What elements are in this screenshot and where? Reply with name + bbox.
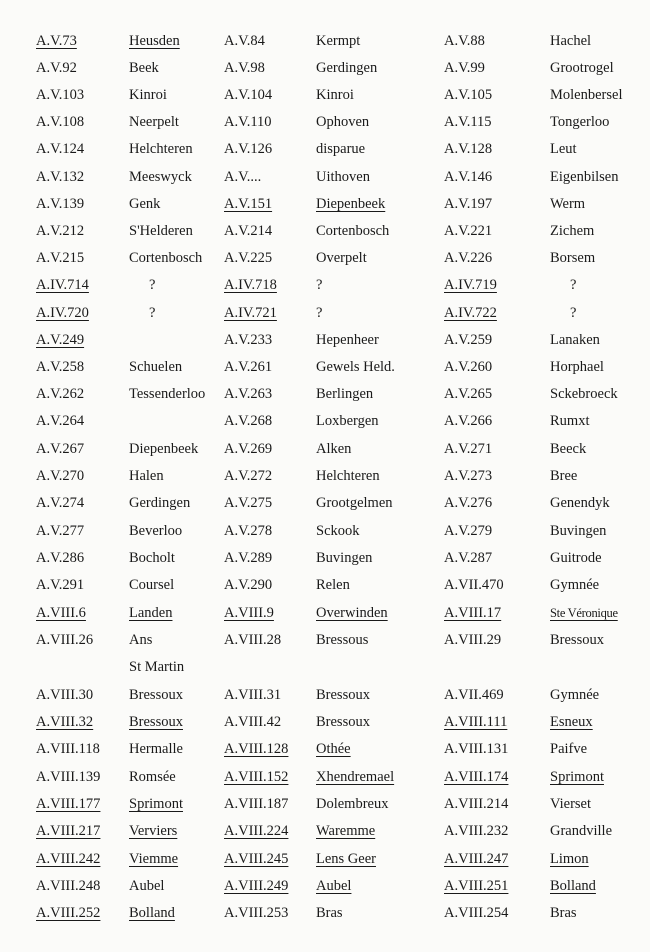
place-name: Gerdingen bbox=[316, 60, 378, 76]
table-row bbox=[0, 274, 650, 296]
reference-code: A.VIII.6 bbox=[36, 605, 86, 621]
place-name: Aubel bbox=[129, 878, 165, 894]
reference-code: A.V.139 bbox=[36, 196, 85, 212]
reference-code: A.IV.720 bbox=[36, 305, 89, 321]
reference-code: A.VIII.111 bbox=[444, 714, 508, 730]
place-name: Bras bbox=[550, 905, 577, 921]
place-name: Helchteren bbox=[316, 468, 380, 484]
reference-code: A.V.265 bbox=[444, 386, 493, 402]
place-name: Ans bbox=[129, 632, 153, 648]
reference-code: A.VIII.31 bbox=[224, 687, 282, 703]
reference-code: A.VIII.224 bbox=[224, 823, 289, 839]
reference-code: A.V.92 bbox=[36, 60, 77, 76]
place-name: Kinroi bbox=[129, 87, 167, 103]
place-name: Alken bbox=[316, 441, 352, 457]
place-name: Gymnée bbox=[550, 577, 600, 593]
reference-code: A.V.103 bbox=[36, 87, 85, 103]
reference-code: A.VIII.29 bbox=[444, 632, 502, 648]
place-name: Bree bbox=[550, 468, 578, 484]
table-row bbox=[0, 247, 650, 269]
place-name: ? bbox=[316, 277, 323, 293]
reference-code: A.VIII.9 bbox=[224, 605, 274, 621]
place-name: Schuelen bbox=[129, 359, 183, 375]
reference-code: A.VIII.30 bbox=[36, 687, 94, 703]
place-name: Othée bbox=[316, 741, 351, 757]
table-row bbox=[0, 602, 650, 624]
reference-code: A.V.279 bbox=[444, 523, 493, 539]
place-name: Genk bbox=[129, 196, 161, 212]
reference-code: A.VIII.17 bbox=[444, 605, 502, 621]
place-name: Leut bbox=[550, 141, 577, 157]
reference-code: A.V.277 bbox=[36, 523, 85, 539]
reference-code: A.V.262 bbox=[36, 386, 85, 402]
place-name: Overwinden bbox=[316, 605, 388, 621]
reference-code: A.VIII.177 bbox=[36, 796, 101, 812]
reference-code: A.V.273 bbox=[444, 468, 493, 484]
reference-code: A.V.215 bbox=[36, 250, 85, 266]
reference-code: A.VIII.128 bbox=[224, 741, 289, 757]
reference-code: A.V.197 bbox=[444, 196, 493, 212]
place-name: Tongerloo bbox=[550, 114, 610, 130]
reference-code: A.V.124 bbox=[36, 141, 85, 157]
table-row bbox=[0, 111, 650, 133]
reference-code: A.IV.719 bbox=[444, 277, 497, 293]
reference-code: A.IV.714 bbox=[36, 277, 89, 293]
place-name: Verviers bbox=[129, 823, 178, 839]
place-name: Bolland bbox=[550, 878, 596, 894]
place-name: Diepenbeek bbox=[316, 196, 386, 212]
table-row bbox=[0, 138, 650, 160]
reference-code: A.V.98 bbox=[224, 60, 265, 76]
reference-code: A.V.286 bbox=[36, 550, 85, 566]
reference-code: A.V.84 bbox=[224, 33, 265, 49]
place-name: Beeck bbox=[550, 441, 587, 457]
reference-code: A.V.226 bbox=[444, 250, 493, 266]
reference-code: A.V.151 bbox=[224, 196, 273, 212]
place-name: Halen bbox=[129, 468, 164, 484]
place-name: Hepenheer bbox=[316, 332, 379, 348]
reference-code: A.V.291 bbox=[36, 577, 85, 593]
table-row bbox=[0, 547, 650, 569]
reference-code: A.V.233 bbox=[224, 332, 273, 348]
place-name: Bras bbox=[316, 905, 343, 921]
place-name: Sprimont bbox=[550, 769, 604, 785]
table-row bbox=[0, 574, 650, 596]
reference-code: A.V.264 bbox=[36, 413, 85, 429]
reference-code: A.VIII.28 bbox=[224, 632, 282, 648]
place-name: Sprimont bbox=[129, 796, 183, 812]
place-name: Vierset bbox=[550, 796, 592, 812]
place-name: Molenbersel bbox=[550, 87, 623, 103]
place-name: Bressous bbox=[316, 632, 369, 648]
place-name: disparue bbox=[316, 141, 366, 157]
place-name: ? bbox=[316, 305, 323, 321]
reference-code: A.VIII.252 bbox=[36, 905, 101, 921]
reference-code: A.VIII.174 bbox=[444, 769, 509, 785]
place-name: Bolland bbox=[129, 905, 175, 921]
place-name: Grootgelmen bbox=[316, 495, 393, 511]
table-row bbox=[0, 465, 650, 487]
reference-code: A.V.266 bbox=[444, 413, 493, 429]
place-name: Beek bbox=[129, 60, 159, 76]
place-name: Esneux bbox=[550, 714, 593, 730]
reference-code: A.V.271 bbox=[444, 441, 493, 457]
reference-code: A.VIII.247 bbox=[444, 851, 509, 867]
place-name: Uithoven bbox=[316, 169, 370, 185]
place-name: Guitrode bbox=[550, 550, 602, 566]
reference-code: A.VIII.217 bbox=[36, 823, 101, 839]
reference-code: A.V.261 bbox=[224, 359, 273, 375]
place-name: Limon bbox=[550, 851, 589, 867]
table-row bbox=[0, 656, 650, 678]
place-name: Kermpt bbox=[316, 33, 361, 49]
place-name: Hermalle bbox=[129, 741, 183, 757]
place-name: Ste Véronique bbox=[550, 606, 618, 620]
reference-code: A.V.290 bbox=[224, 577, 273, 593]
reference-code: A.V.115 bbox=[444, 114, 492, 130]
reference-code: A.V.269 bbox=[224, 441, 273, 457]
reference-code: A.V.274 bbox=[36, 495, 85, 511]
table-row bbox=[0, 492, 650, 514]
reference-code: A.VIII.152 bbox=[224, 769, 289, 785]
place-name: Ophoven bbox=[316, 114, 370, 130]
table-row bbox=[0, 629, 650, 651]
place-name: Zichem bbox=[550, 223, 595, 239]
place-name: Meeswyck bbox=[129, 169, 192, 185]
place-name: Loxbergen bbox=[316, 413, 379, 429]
table-row bbox=[0, 766, 650, 788]
place-name: ? bbox=[149, 277, 156, 293]
table-row bbox=[0, 302, 650, 324]
place-name: Horphael bbox=[550, 359, 604, 375]
table-row bbox=[0, 166, 650, 188]
reference-code: A.V.73 bbox=[36, 33, 77, 49]
reference-code: A.V.268 bbox=[224, 413, 273, 429]
reference-code: A.V.128 bbox=[444, 141, 493, 157]
place-name: Buvingen bbox=[316, 550, 373, 566]
table-row bbox=[0, 738, 650, 760]
place-name: Bressoux bbox=[129, 687, 183, 703]
reference-code: A.V.270 bbox=[36, 468, 85, 484]
reference-code: A.V.105 bbox=[444, 87, 493, 103]
place-name: Cortenbosch bbox=[316, 223, 390, 239]
reference-code: A.V.276 bbox=[444, 495, 493, 511]
place-name: Paifve bbox=[550, 741, 588, 757]
reference-code: A.V.272 bbox=[224, 468, 273, 484]
reference-code: A.V.99 bbox=[444, 60, 485, 76]
reference-code: A.V.289 bbox=[224, 550, 273, 566]
table-row bbox=[0, 848, 650, 870]
table-row bbox=[0, 220, 650, 242]
reference-code: A.VII.469 bbox=[444, 687, 504, 703]
table-row bbox=[0, 356, 650, 378]
table-row bbox=[0, 30, 650, 52]
reference-code: A.IV.721 bbox=[224, 305, 277, 321]
table-row bbox=[0, 793, 650, 815]
place-name: Lens Geer bbox=[316, 851, 376, 867]
reference-code: A.VIII.42 bbox=[224, 714, 282, 730]
reference-code: A.V.214 bbox=[224, 223, 273, 239]
reference-code: A.V.132 bbox=[36, 169, 85, 185]
place-name: Gewels Held. bbox=[316, 359, 395, 375]
reference-code: A.V.225 bbox=[224, 250, 273, 266]
place-name: Bressoux bbox=[316, 714, 370, 730]
reference-code: A.V.259 bbox=[444, 332, 493, 348]
reference-code: A.V.88 bbox=[444, 33, 485, 49]
place-name: Sckebroeck bbox=[550, 386, 618, 402]
reference-code: A.VIII.254 bbox=[444, 905, 509, 921]
reference-code: A.V.104 bbox=[224, 87, 273, 103]
reference-code: A.VIII.251 bbox=[444, 878, 509, 894]
reference-code: A.V.221 bbox=[444, 223, 493, 239]
reference-code: A.VIII.248 bbox=[36, 878, 101, 894]
reference-code: A.IV.722 bbox=[444, 305, 497, 321]
reference-code: A.VIII.187 bbox=[224, 796, 289, 812]
place-name: Romsée bbox=[129, 769, 176, 785]
place-name: Hachel bbox=[550, 33, 592, 49]
place-name: Grootrogel bbox=[550, 60, 614, 76]
place-name: Kinroi bbox=[316, 87, 354, 103]
place-name: Coursel bbox=[129, 577, 175, 593]
place-name: Bocholt bbox=[129, 550, 175, 566]
table-row bbox=[0, 711, 650, 733]
place-name: St Martin bbox=[129, 659, 185, 675]
place-name: Viemme bbox=[129, 851, 179, 867]
place-name: Aubel bbox=[316, 878, 352, 894]
place-name: Bressoux bbox=[316, 687, 370, 703]
reference-code: A.VIII.245 bbox=[224, 851, 289, 867]
reference-code: A.VIII.32 bbox=[36, 714, 94, 730]
reference-code: A.VIII.131 bbox=[444, 741, 509, 757]
table-row bbox=[0, 329, 650, 351]
place-name: Rumxt bbox=[550, 413, 590, 429]
table-row bbox=[0, 520, 650, 542]
table-row bbox=[0, 383, 650, 405]
place-name: Helchteren bbox=[129, 141, 193, 157]
reference-code: A.V.108 bbox=[36, 114, 85, 130]
table-row bbox=[0, 193, 650, 215]
table-row bbox=[0, 684, 650, 706]
reference-code: A.V.287 bbox=[444, 550, 493, 566]
place-name: Bressoux bbox=[129, 714, 183, 730]
place-name: Waremme bbox=[316, 823, 376, 839]
place-name: ? bbox=[570, 277, 577, 293]
reference-code: A.VIII.249 bbox=[224, 878, 289, 894]
place-name: Beverloo bbox=[129, 523, 183, 539]
reference-code: A.VII.470 bbox=[444, 577, 504, 593]
table-row bbox=[0, 820, 650, 842]
reference-code: A.V.110 bbox=[224, 114, 272, 130]
reference-code: A.VIII.242 bbox=[36, 851, 101, 867]
place-name: S'Helderen bbox=[129, 223, 193, 239]
reference-code: A.VIII.253 bbox=[224, 905, 289, 921]
place-name: Overpelt bbox=[316, 250, 367, 266]
place-name: Diepenbeek bbox=[129, 441, 199, 457]
place-name: Relen bbox=[316, 577, 350, 593]
reference-code: A.VIII.26 bbox=[36, 632, 94, 648]
place-name: Bressoux bbox=[550, 632, 604, 648]
table-row bbox=[0, 875, 650, 897]
reference-code: A.V.249 bbox=[36, 332, 85, 348]
reference-code: A.VIII.214 bbox=[444, 796, 509, 812]
table-row bbox=[0, 57, 650, 79]
place-name: Gerdingen bbox=[129, 495, 191, 511]
place-name: Borsem bbox=[550, 250, 596, 266]
table-row bbox=[0, 410, 650, 432]
place-name: Heusden bbox=[129, 33, 180, 49]
place-name: ? bbox=[570, 305, 577, 321]
place-name: Buvingen bbox=[550, 523, 607, 539]
reference-code: A.V.267 bbox=[36, 441, 85, 457]
reference-code: A.VIII.118 bbox=[36, 741, 100, 757]
place-name: Berlingen bbox=[316, 386, 374, 402]
place-name: Tessenderloo bbox=[129, 386, 206, 402]
reference-code: A.IV.718 bbox=[224, 277, 277, 293]
reference-code: A.V.212 bbox=[36, 223, 85, 239]
place-name: Lanaken bbox=[550, 332, 600, 348]
place-name: Xhendremael bbox=[316, 769, 395, 785]
reference-code: A.V.... bbox=[224, 169, 262, 185]
reference-code: A.V.146 bbox=[444, 169, 493, 185]
table-row bbox=[0, 902, 650, 924]
reference-code: A.V.258 bbox=[36, 359, 85, 375]
place-name: Landen bbox=[129, 605, 173, 621]
reference-code: A.V.275 bbox=[224, 495, 273, 511]
place-name: Cortenbosch bbox=[129, 250, 203, 266]
reference-code: A.VIII.139 bbox=[36, 769, 101, 785]
reference-code: A.V.126 bbox=[224, 141, 273, 157]
place-name: ? bbox=[149, 305, 156, 321]
place-name: Sckook bbox=[316, 523, 360, 539]
reference-code: A.V.278 bbox=[224, 523, 273, 539]
reference-code: A.VIII.232 bbox=[444, 823, 509, 839]
place-name: Gymnée bbox=[550, 687, 600, 703]
reference-code: A.V.260 bbox=[444, 359, 493, 375]
place-name: Dolembreux bbox=[316, 796, 389, 812]
reference-code: A.V.263 bbox=[224, 386, 273, 402]
table-row bbox=[0, 438, 650, 460]
place-name: Eigenbilsen bbox=[550, 169, 619, 185]
place-name: Werm bbox=[550, 196, 586, 212]
place-name: Grandville bbox=[550, 823, 613, 839]
table-row bbox=[0, 84, 650, 106]
place-name: Neerpelt bbox=[129, 114, 179, 130]
place-name: Genendyk bbox=[550, 495, 610, 511]
